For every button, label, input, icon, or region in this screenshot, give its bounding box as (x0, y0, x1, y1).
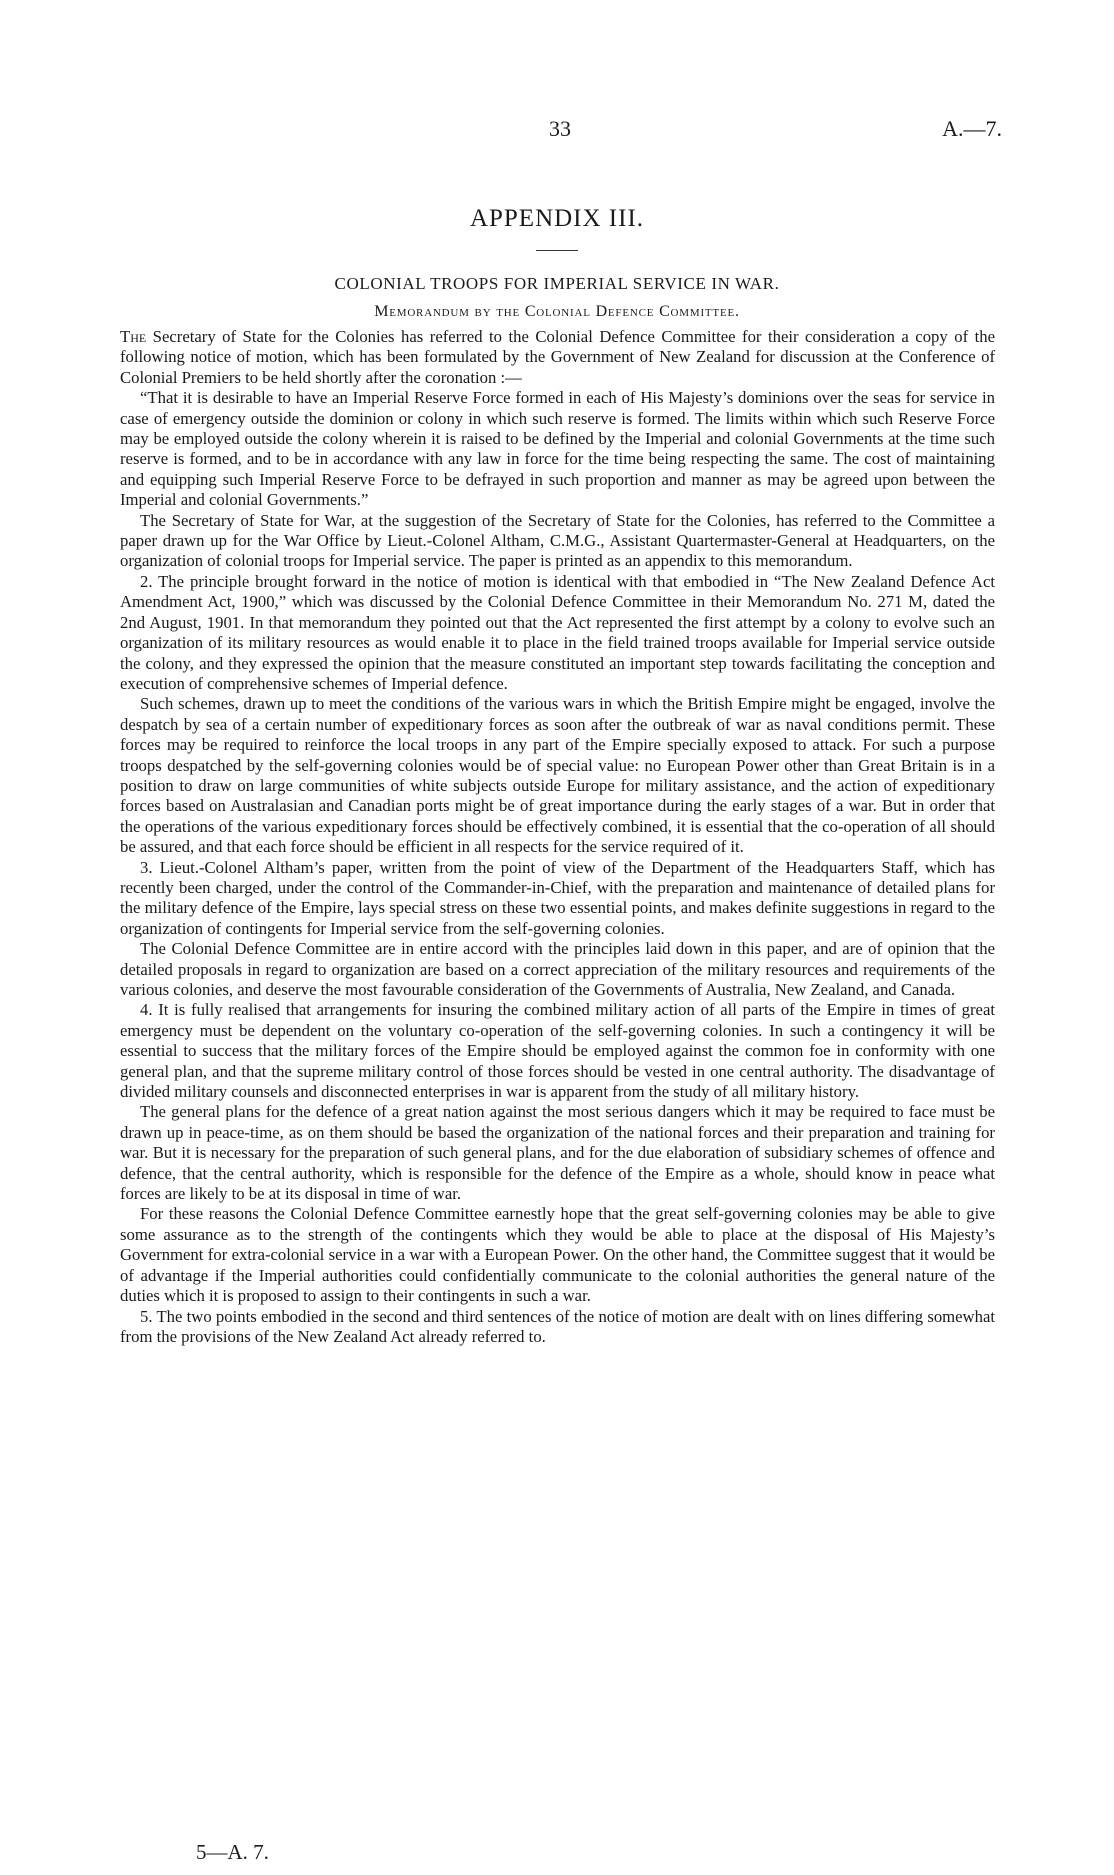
lead-word: The (120, 327, 147, 346)
paper-reference: A.—7. (942, 116, 1002, 141)
body-text (120, 327, 995, 1347)
signature-mark: 5—A. 7. (196, 1840, 269, 1864)
paragraph-3: 3. Lieut.-Colonel Altham’s paper, written from the point of view of the Department of the Headquarters Staff, which has recently been charged, under the control of the Commander-in-Chief, with the preparation and maintenance of detailed plans for the military defence of the Empire, lays special stress on these two essential points, and makes definite suggestions in regard to the organization of contingents for Imperial service from the self-governing colonies. (120, 857, 995, 938)
paragraph-schemes: Such schemes, drawn up to meet the conditions of the various wars in which the British Empire might be engaged, involve the despatch by sea of a certain number of expeditionary forces as soon after the outbreak of war as naval conditions permit. These forces may be required to reinforce the local troops in any part of the Empire specially exposed to attack. For such a purpose troops despatched by the self-governing colonies would be of special value: no European Power other than Great Britain is in a position to draw on large communities of white subjects outside Europe for military assistance, and the action of expeditionary forces based on Australasian and Canadian ports might be of great importance during the early stages of a war. But in order that the operations of the various expeditionary forces should be effectively combined, it is essential that the co-operation of all should be assured, and that each force should be efficient in all respects for the service required of it. (120, 694, 995, 857)
paragraph-5: 5. The two points embodied in the second and third sentences of the notice of motion are dealt with on lines differing somewhat from the provisions of the New Zealand Act already referred to. (120, 1306, 995, 1346)
main-title: COLONIAL TROOPS FOR IMPERIAL SERVICE IN WAR. (334, 274, 780, 293)
page-number: 33 (549, 116, 571, 141)
paragraph-general-plans: The general plans for the defence of a great nation against the most serious dangers which it may be required to face must be drawn up in peace-time, as on them should be based the organization of the national forces and their preparation and training for war. But it is necessary for the preparation of such general plans, and for the due elaboration of subsidiary schemes of offence and defence, that the central authority, which is responsible for the defence of the Empire as a whole, should know in peace what forces are likely to be at its disposal in time of war. (120, 1102, 995, 1204)
paragraph-reasons: For these reasons the Colonial Defence Committee earnestly hope that the great self-governing colonies may be able to give some assurance as to the strength of the contingents which they would be able to place at the disposal of His Majesty’s Government for extra-colonial service in a war with a European Power. On the other hand, the Committee suggest that it would be of advantage if the Imperial authorities could confidentially communicate to the colonial authorities the general nature of the duties which it is proposed to assign to their contingents in such a war. (120, 1204, 995, 1306)
paragraph-intro (120, 327, 995, 388)
memorandum-subtitle: Memorandum by the Colonial Defence Committee. (374, 303, 740, 320)
paragraph-4: 4. It is fully realised that arrangements for insuring the combined military action of all parts of the Empire in times of great emergency must be dependent on the voluntary co-operation of the self-governing colonies. In such a contingency it will be essential to success that the military forces of the Empire should be employed against the common foe in conformity with one general plan, and that the supreme military control of those forces should be vested in one central authority. The disadvantage of divided military counsels and disconnected enterprises in war is apparent from the study of all military history. (120, 1000, 995, 1102)
paragraph-motion-quote: “That it is desirable to have an Imperial Reserve Force formed in each of His Majesty’s dominions over the seas for service in case of emergency outside the dominion or colony in which such reserve is formed. The limits within which such Reserve Force may be employed outside the colony wherein it is raised to be defined by the Imperial and colonial Governments at the time such reserve is formed, and to be in accordance with any law in force for the time being respecting the same. The cost of maintaining and equipping such Imperial Reserve Force to be defrayed in such proportion and manner as may be agreed upon between the Imperial and colonial Governments.” (120, 388, 995, 510)
paragraph-intro-text: Secretary of State for the Colonies has referred to the Colonial Defence Committee for their consideration a copy of the following notice of motion, which has been formulated by the Government of New Zealand for discussion at the Conference of Colonial Premiers to be held shortly after the coronation :— (120, 327, 995, 387)
paragraph-2: 2. The principle brought forward in the notice of motion is identical with that embodied in “The New Zealand Defence Act Amendment Act, 1900,” which was discussed by the Colonial Defence Committee in their Memorandum No. 271 M, dated the 2nd August, 1901. In that memorandum they pointed out that the Act represented the first attempt by a colony to evolve such an organization of its military resources as would enable it to place in the field trained troops available for Imperial service outside the colony, and they expressed the opinion that the measure constituted an important step towards facilitating the conception and execution of comprehensive schemes of Imperial defence. (120, 571, 995, 693)
appendix-title: APPENDIX III. (469, 205, 645, 232)
paragraph-committee-accord: The Colonial Defence Committee are in entire accord with the principles laid down in this paper, and are of opinion that the detailed proposals in regard to organization are based on a correct appreciation of the military resources and requirements of the various colonies, and deserve the most favourable consideration of the Governments of Australia, New Zealand, and Canada. (120, 939, 995, 999)
title-divider (536, 250, 578, 251)
paragraph-war-office: The Secretary of State for War, at the suggestion of the Secretary of State for the Colonies, has referred to the Committee a paper drawn up for the War Office by Lieut.-Colonel Altham, C.M.G., Assistant Quartermaster-General at Headquarters, on the organization of colonial troops for Imperial service. The paper is printed as an appendix to this memorandum. (120, 510, 995, 571)
